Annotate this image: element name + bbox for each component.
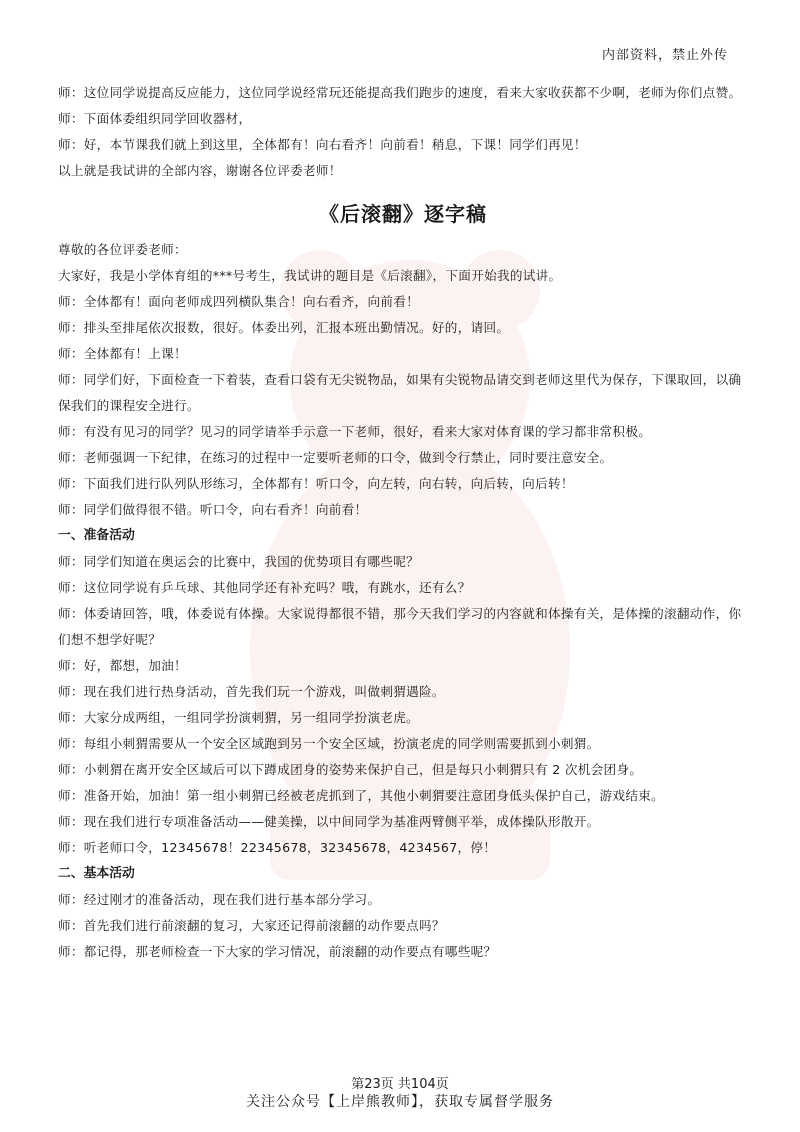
warmup-line: 师：同学们知道在奥运会的比赛中，我国的优势项目有哪些呢？ xyxy=(58,554,420,569)
section-heading-basic: 二、基本活动 xyxy=(58,866,135,881)
confidential-note: 内部资料，禁止外传 xyxy=(601,48,728,63)
intro-line: 师：全体都有！面向老师成四列横队集合！向右看齐，向前看！ xyxy=(58,294,420,309)
warmup-line: 师：体委请回答，哦，体委说有体操。大家说得都很不错，那今天我们学习的内容就和体操有关，是体操的滚翻动作，你们想不想学好呢？ xyxy=(58,606,742,647)
warmup-line: 师：每组小刺猬需要从一个安全区域跑到另一个安全区域，扮演老虎的同学则需要抓到小刺猬。 xyxy=(58,736,600,751)
intro-line: 师：老师强调一下纪律，在练习的过程中一定要听老师的口令，做到令行禁止，同时要注意安全。 xyxy=(58,450,613,465)
warmup-line: 师：大家分成两组，一组同学扮演刺猬，另一组同学扮演老虎。 xyxy=(58,710,420,725)
warmup-line: 师：现在我们进行热身活动，首先我们玩一个游戏，叫做刺猬遇险。 xyxy=(58,684,445,699)
intro-line: 尊敬的各位评委老师： xyxy=(58,242,187,257)
top-line: 以上就是我试讲的全部内容，谢谢各位评委老师！ xyxy=(58,163,342,178)
page-number: 第23页 共104页 xyxy=(351,1077,449,1092)
top-line: 师：这位同学说提高反应能力，这位同学说经常玩还能提高我们跑步的速度，看来大家收获都不少啊，老师为你们点赞。 xyxy=(58,85,742,100)
basic-line: 师：经过刚才的准备活动，现在我们进行基本部分学习。 xyxy=(58,892,381,907)
intro-line: 师：同学们做得很不错。听口令，向右看齐！向前看！ xyxy=(58,502,368,517)
document-title: 《后滚翻》逐字稿 xyxy=(319,202,487,226)
warmup-line: 师：现在我们进行专项准备活动——健美操，以中间同学为基准两臂侧平举，成体操队形散开。 xyxy=(58,814,600,829)
warmup-line: 师：这位同学说有乒乓球、其他同学还有补充吗？哦，有跳水，还有么？ xyxy=(58,580,471,595)
warmup-line: 师：好，都想，加油！ xyxy=(58,658,187,673)
document-body xyxy=(58,80,748,965)
top-line: 师：下面体委组织同学回收器材， xyxy=(58,111,252,126)
warmup-line: 师：准备开始，加油！第一组小刺猬已经被老虎抓到了，其他小刺猬要注意团身低头保护自己，游戏结束。 xyxy=(58,788,665,803)
warmup-line: 师：小刺猬在离开安全区域后可以下蹲成团身的姿势来保护自己，但是每只小刺猬只有 2 次机会团身。 xyxy=(58,762,643,777)
intro-line: 师：同学们好，下面检查一下着装，查看口袋有无尖锐物品，如果有尖锐物品请交到老师这里代为保存，下课取回，以确保我们的课程安全进行。 xyxy=(58,372,742,413)
warmup-line: 师：听老师口令，12345678！22345678，32345678，4234567，停！ xyxy=(58,840,497,855)
basic-line: 师：首先我们进行前滚翻的复习，大家还记得前滚翻的动作要点吗？ xyxy=(58,918,445,933)
intro-line: 师：下面我们进行队列队形练习，全体都有！听口令，向左转，向右转，向后转，向后转！ xyxy=(58,476,574,491)
basic-line: 师：都记得，那老师检查一下大家的学习情况，前滚翻的动作要点有哪些呢？ xyxy=(58,944,497,959)
intro-line: 师：全体都有！上课！ xyxy=(58,346,187,361)
section-heading-warmup: 一、准备活动 xyxy=(58,528,135,543)
intro-line: 大家好，我是小学体育组的***号考生，我试讲的题目是《后滚翻》，下面开始我的试讲。 xyxy=(58,268,562,283)
footer-promo: 关注公众号【上岸熊教师】，获取专属督学服务 xyxy=(246,1094,554,1110)
top-line: 师：好，本节课我们就上到这里，全体都有！向右看齐！向前看！稍息，下课！同学们再见！ xyxy=(58,137,587,152)
intro-line: 师：排头至排尾依次报数，很好。体委出列，汇报本班出勤情况。好的，请回。 xyxy=(58,320,510,335)
intro-line: 师：有没有见习的同学？见习的同学请举手示意一下老师，很好，看来大家对体育课的学习都非常积极。 xyxy=(58,424,652,439)
